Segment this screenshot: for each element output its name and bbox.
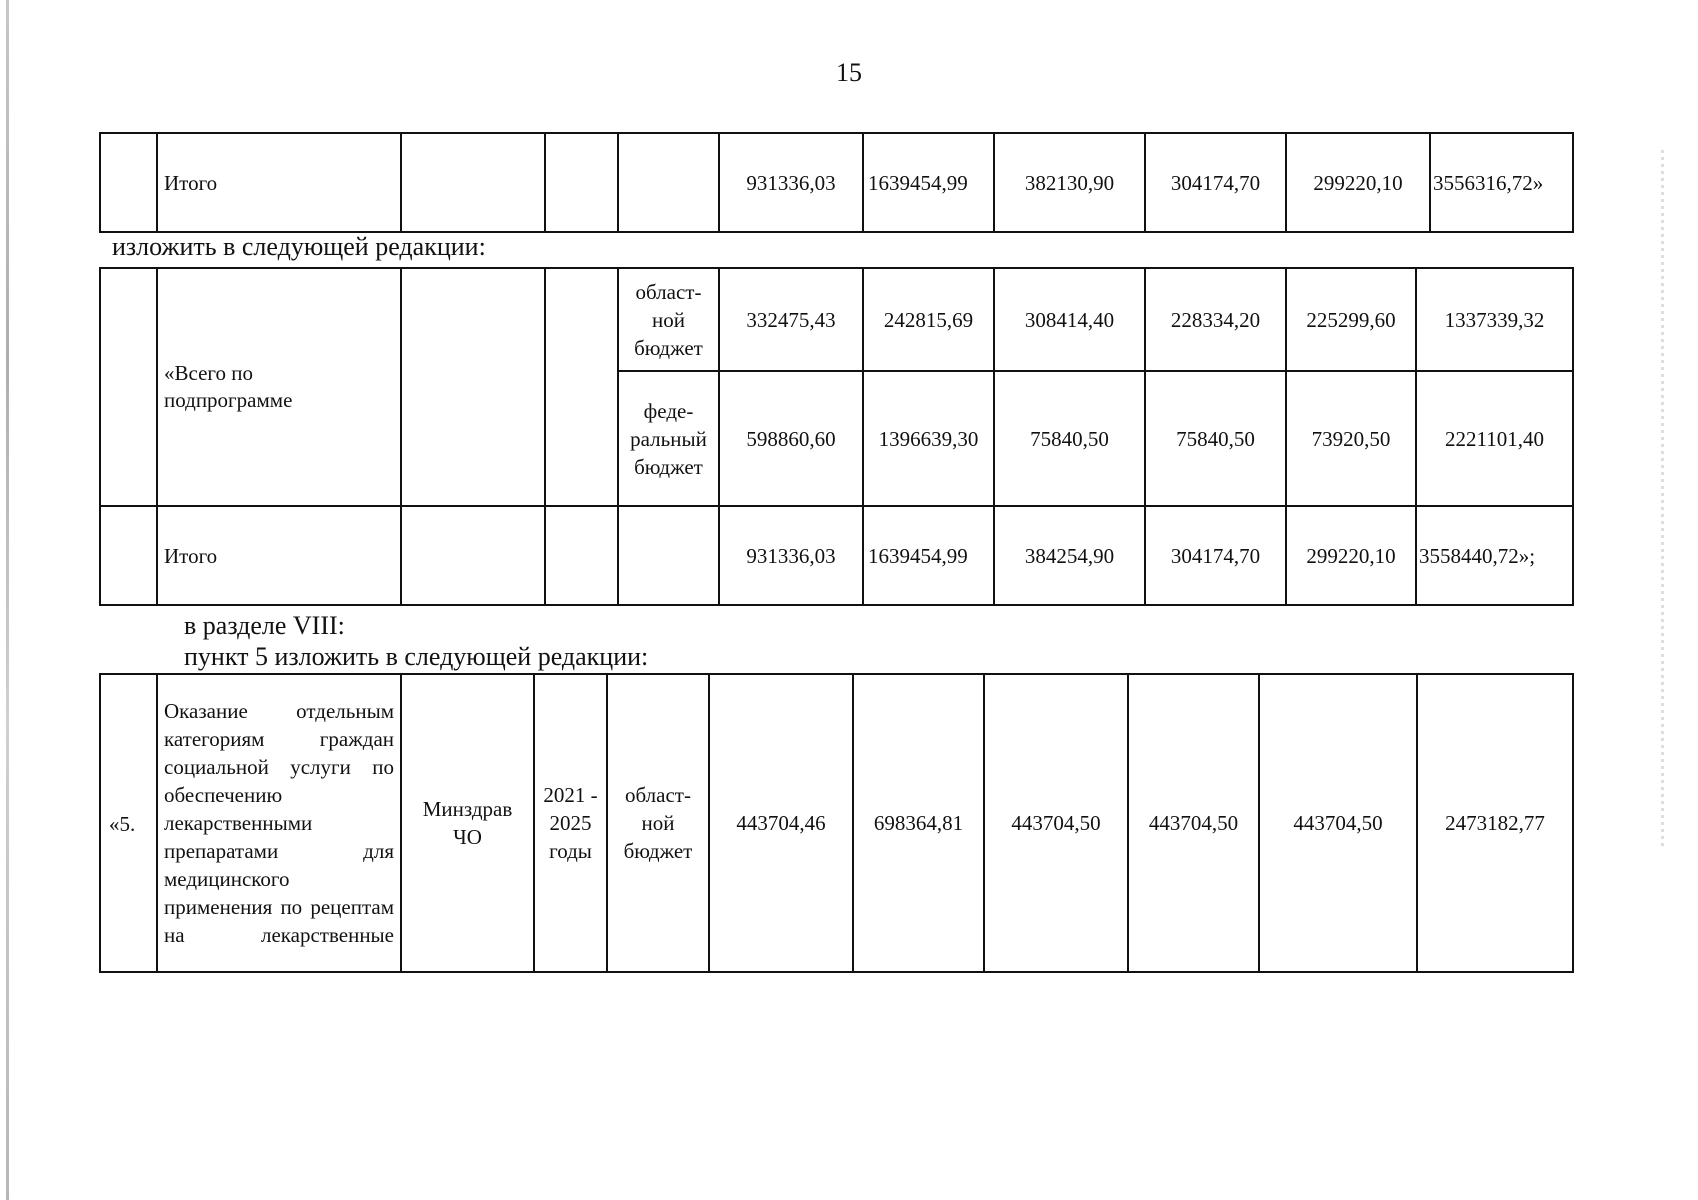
table-item-5 bbox=[99, 673, 1574, 973]
cell-source bbox=[618, 133, 719, 232]
value-cell: 3556316,72» bbox=[1430, 133, 1573, 232]
value-cell: 382130,90 bbox=[994, 133, 1145, 232]
cell-source bbox=[618, 506, 719, 605]
instruction-text: пункт 5 изложить в следующей редакции: bbox=[184, 642, 649, 671]
cell-period bbox=[545, 506, 618, 605]
value-cell: 2221101,40 bbox=[1416, 371, 1573, 506]
table-totals-new bbox=[99, 267, 1574, 606]
source-line: ной bbox=[641, 811, 675, 835]
value-cell: 332475,43 bbox=[719, 268, 863, 371]
value-cell: 1639454,99 bbox=[863, 133, 994, 232]
source-line: ной bbox=[652, 307, 685, 332]
value-cell: 225299,60 bbox=[1286, 268, 1416, 371]
row-label: Итого bbox=[157, 133, 401, 232]
cell-number bbox=[100, 133, 157, 232]
executor-line: Минздрав bbox=[422, 797, 513, 821]
value-cell: 2473182,77 bbox=[1417, 674, 1573, 972]
value-cell: 304174,70 bbox=[1145, 133, 1286, 232]
period-line: годы bbox=[549, 839, 592, 863]
value-cell: 3558440,72»; bbox=[1416, 506, 1573, 605]
item-number: «5. bbox=[100, 674, 157, 972]
value-cell: 242815,69 bbox=[863, 268, 994, 371]
source-line: област- bbox=[635, 279, 702, 304]
value-cell: 931336,03 bbox=[719, 133, 863, 232]
value-cell: 75840,50 bbox=[1145, 371, 1286, 506]
cell-number bbox=[100, 268, 157, 506]
source-line: бюджет bbox=[623, 839, 693, 863]
executor-line: ЧО bbox=[453, 825, 482, 849]
cell-executor bbox=[401, 133, 545, 232]
cell-period bbox=[545, 133, 618, 232]
value-cell: 931336,03 bbox=[719, 506, 863, 605]
source-cell bbox=[618, 268, 719, 371]
period-line: 2021 - bbox=[543, 783, 598, 807]
table-totals-old bbox=[99, 132, 1574, 233]
value-cell: 443704,50 bbox=[1259, 674, 1417, 972]
value-cell: 75840,50 bbox=[994, 371, 1145, 506]
value-cell: 384254,90 bbox=[994, 506, 1145, 605]
table-row bbox=[100, 268, 1573, 371]
group-label bbox=[157, 268, 401, 506]
source-line: ральный bbox=[630, 426, 707, 451]
value-cell: 1396639,30 bbox=[863, 371, 994, 506]
group-label-text: «Всего по подпрограмме bbox=[164, 361, 293, 412]
item-description: Оказание отдельным категориям граждан социальной услуги по обеспечению лекарственными препаратами для медицинского применения по рецептам на лекарственные bbox=[157, 674, 401, 972]
value-cell: 1639454,99 bbox=[863, 506, 994, 605]
value-cell: 228334,20 bbox=[1145, 268, 1286, 371]
cell-number bbox=[100, 506, 157, 605]
source-line: бюджет bbox=[634, 454, 703, 479]
source-line: област- bbox=[625, 783, 691, 807]
value-cell: 698364,81 bbox=[853, 674, 984, 972]
value-cell: 443704,50 bbox=[1128, 674, 1259, 972]
table-row bbox=[100, 133, 1573, 232]
value-cell: 73920,50 bbox=[1286, 371, 1416, 506]
value-cell: 443704,46 bbox=[709, 674, 853, 972]
page-number: 15 bbox=[836, 58, 862, 87]
value-cell: 299220,10 bbox=[1286, 506, 1416, 605]
value-cell: 598860,60 bbox=[719, 371, 863, 506]
value-cell: 443704,50 bbox=[984, 674, 1128, 972]
instruction-text: в разделе VIII: bbox=[184, 611, 345, 640]
cell-executor bbox=[401, 268, 545, 506]
instruction-text: изложить в следующей редакции: bbox=[112, 232, 486, 261]
cell-period bbox=[545, 268, 618, 506]
source-line: феде- bbox=[643, 398, 694, 423]
source-cell bbox=[618, 371, 719, 506]
value-cell: 308414,40 bbox=[994, 268, 1145, 371]
period-line: 2025 bbox=[549, 811, 592, 835]
scan-edge-left bbox=[6, 0, 9, 1200]
row-label: Итого bbox=[157, 506, 401, 605]
table-row bbox=[100, 674, 1573, 972]
table-row bbox=[100, 506, 1573, 605]
value-cell: 299220,10 bbox=[1286, 133, 1430, 232]
source-line: бюджет bbox=[634, 335, 703, 360]
cell-executor bbox=[401, 506, 545, 605]
value-cell: 1337339,32 bbox=[1416, 268, 1573, 371]
source-cell bbox=[607, 674, 709, 972]
value-cell: 304174,70 bbox=[1145, 506, 1286, 605]
executor-cell bbox=[401, 674, 534, 972]
scan-edge-right bbox=[1661, 150, 1664, 850]
period-cell bbox=[534, 674, 607, 972]
